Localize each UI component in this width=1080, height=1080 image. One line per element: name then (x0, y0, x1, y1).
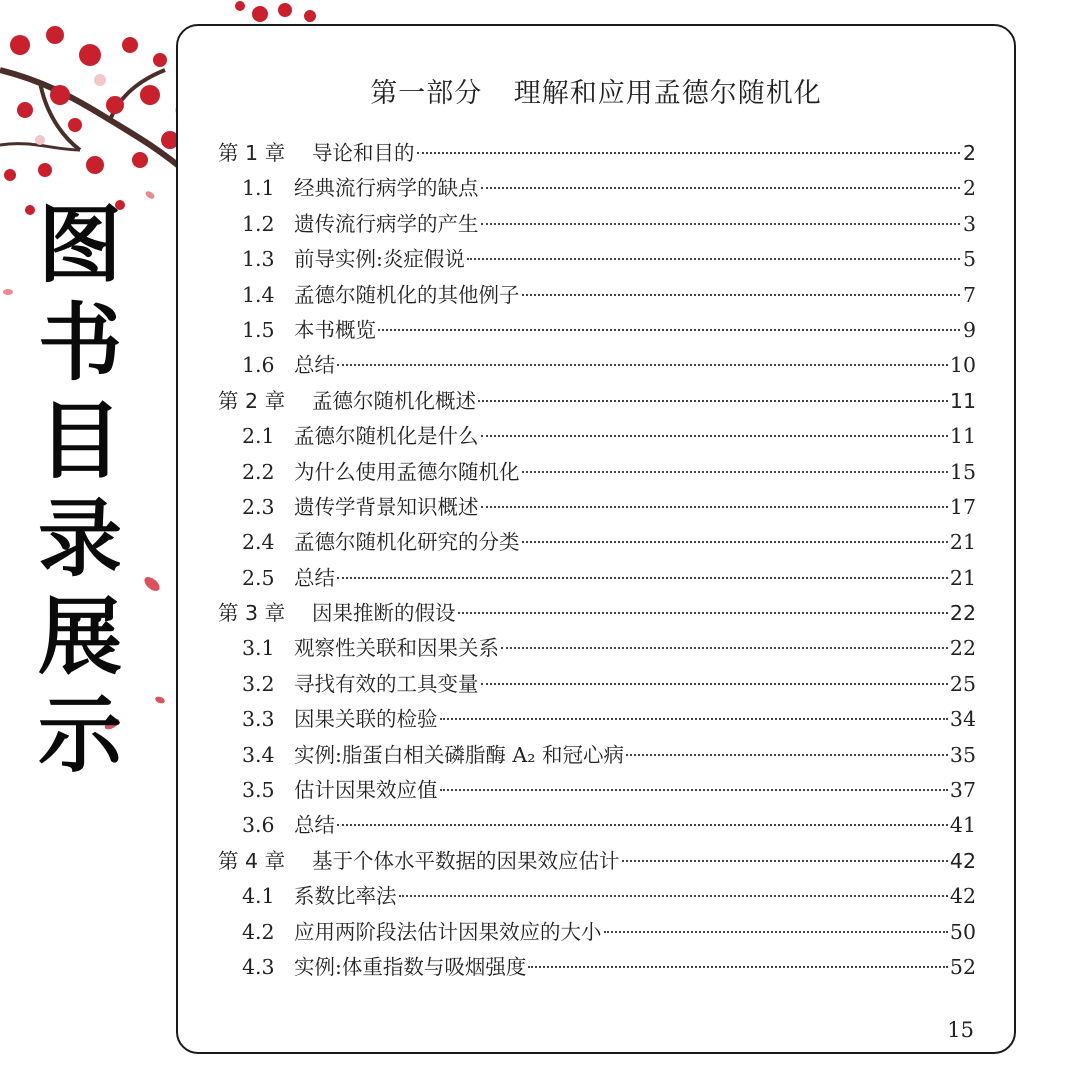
toc-section-row (218, 455, 976, 490)
dot-leader (481, 506, 948, 508)
section-number: 1.6 (242, 353, 275, 378)
side-title-char: 示 (37, 686, 122, 784)
page-ref: 52 (949, 954, 976, 979)
dot-leader (522, 294, 961, 296)
section-title: 本书概览 (294, 317, 376, 342)
dot-leader (481, 223, 961, 225)
section-title: 应用两阶段法估计因果效应的大小 (294, 919, 602, 944)
section-number: 3.1 (242, 636, 275, 661)
section-title: 经典流行病学的缺点 (294, 176, 479, 201)
side-title-char: 书 (37, 294, 122, 392)
toc-section-row (218, 242, 976, 277)
toc-chapter-row (218, 384, 976, 419)
toc-section-row (218, 561, 976, 596)
page-number: 15 (947, 1018, 974, 1042)
page-ref: 2 (962, 141, 976, 165)
table-of-contents (218, 136, 976, 985)
page-ref: 21 (949, 530, 976, 555)
section-title: 孟德尔随机化研究的分类 (294, 530, 520, 555)
section-number: 1.1 (242, 176, 275, 201)
toc-section-row (218, 667, 976, 702)
section-title: 遗传流行病学的产生 (294, 211, 479, 236)
section-number: 3.3 (242, 707, 275, 732)
section-title: 前导实例:炎症假说 (294, 247, 465, 272)
chapter-title: 因果推断的假设 (312, 601, 456, 626)
section-number: 4.1 (242, 884, 275, 909)
side-title-char: 图 (37, 196, 122, 294)
page-ref: 17 (949, 494, 976, 519)
section-title: 系数比率法 (294, 884, 397, 909)
section-number: 2.1 (242, 424, 275, 449)
section-number: 1.3 (242, 247, 275, 272)
section-title: 观察性关联和因果关系 (294, 636, 499, 661)
side-title-char: 目 (37, 392, 122, 490)
page-ref: 50 (949, 919, 976, 944)
section-title: 为什么使用孟德尔随机化 (294, 459, 520, 484)
toc-chapter-row (218, 596, 976, 631)
page-ref: 15 (949, 459, 976, 484)
section-number: 2.2 (242, 459, 275, 484)
dot-leader (522, 541, 948, 543)
dot-leader (622, 860, 948, 862)
dot-leader (481, 435, 948, 437)
page-ref: 3 (962, 211, 976, 236)
toc-section-row (218, 419, 976, 454)
chapter-number: 第 1 章 (218, 141, 286, 165)
dot-leader (467, 258, 960, 260)
section-number: 3.5 (242, 778, 275, 803)
dot-leader (337, 824, 948, 826)
section-number: 3.6 (242, 813, 275, 838)
side-vertical-title (30, 196, 130, 784)
section-number: 4.2 (242, 919, 275, 944)
chapter-title: 导论和目的 (312, 141, 415, 165)
toc-section-row (218, 879, 976, 914)
dot-leader (522, 471, 948, 473)
dot-leader (337, 577, 948, 579)
toc-section-row (218, 313, 976, 348)
page-ref: 10 (949, 353, 976, 378)
toc-section-row (218, 490, 976, 525)
chapter-title: 基于个体水平数据的因果效应估计 (312, 848, 620, 873)
part-title: 第一部分 理解和应用孟德尔随机化 (370, 78, 822, 109)
toc-section-row (218, 348, 976, 383)
dot-leader (604, 931, 948, 933)
dot-leader (478, 400, 948, 402)
page-ref: 11 (949, 424, 976, 449)
toc-section-row (218, 950, 976, 985)
page-ref: 9 (962, 317, 976, 342)
toc-section-row (218, 631, 976, 666)
section-number: 3.4 (242, 742, 275, 767)
toc-section-row (218, 278, 976, 313)
section-title: 遗传学背景知识概述 (294, 494, 479, 519)
section-number: 4.3 (242, 954, 275, 979)
page-ref: 37 (949, 778, 976, 803)
side-title-char: 展 (37, 588, 122, 686)
dot-leader (337, 364, 948, 366)
section-number: 1.2 (242, 211, 275, 236)
section-title: 总结 (294, 565, 335, 590)
chapter-title: 孟德尔随机化概述 (312, 388, 476, 413)
toc-section-row (218, 738, 976, 773)
dot-leader (481, 187, 961, 189)
toc-section-row (218, 773, 976, 808)
section-title: 孟德尔随机化的其他例子 (294, 282, 520, 307)
section-number: 2.4 (242, 530, 275, 555)
section-number: 2.3 (242, 494, 275, 519)
chapter-number: 第 3 章 (218, 601, 286, 626)
section-number: 1.4 (242, 282, 275, 307)
dot-leader (626, 754, 948, 756)
toc-section-row (218, 702, 976, 737)
toc-section-row (218, 915, 976, 950)
dot-leader (440, 718, 948, 720)
dot-leader (528, 966, 948, 968)
dot-leader (458, 612, 948, 614)
section-title: 实例:体重指数与吸烟强度 (294, 954, 527, 979)
chapter-number: 第 4 章 (218, 848, 286, 873)
section-title: 总结 (294, 813, 335, 838)
page-ref: 5 (962, 247, 976, 272)
dot-leader (481, 683, 948, 685)
side-title-char: 录 (37, 490, 122, 588)
chapter-number: 第 2 章 (218, 388, 286, 413)
dot-leader (399, 895, 948, 897)
page-ref: 25 (949, 671, 976, 696)
page-ref: 21 (949, 565, 976, 590)
toc-section-row (218, 808, 976, 843)
page-ref: 2 (962, 176, 976, 201)
section-title: 孟德尔随机化是什么 (294, 424, 479, 449)
page-ref: 7 (962, 282, 976, 307)
dot-leader (417, 152, 961, 154)
section-title: 因果关联的检验 (294, 707, 438, 732)
section-number: 1.5 (242, 317, 275, 342)
toc-chapter-row (218, 136, 976, 171)
dot-leader (378, 329, 960, 331)
page-ref: 42 (949, 848, 976, 873)
page-ref: 34 (949, 707, 976, 732)
page-ref: 11 (949, 388, 976, 413)
page-ref: 22 (949, 636, 976, 661)
page-ref: 42 (949, 884, 976, 909)
section-number: 2.5 (242, 565, 275, 590)
toc-section-row (218, 525, 976, 560)
section-title: 总结 (294, 353, 335, 378)
toc-section-row (218, 171, 976, 206)
section-number: 3.2 (242, 671, 275, 696)
page-ref: 35 (949, 742, 976, 767)
page-ref: 22 (949, 601, 976, 626)
toc-chapter-row (218, 844, 976, 879)
page-ref: 41 (949, 813, 976, 838)
section-title: 估计因果效应值 (294, 778, 438, 803)
dot-leader (501, 647, 948, 649)
toc-section-row (218, 207, 976, 242)
section-title: 实例:脂蛋白相关磷脂酶 A₂ 和冠心病 (294, 742, 624, 767)
section-title: 寻找有效的工具变量 (294, 671, 479, 696)
book-page (176, 24, 1016, 1054)
dot-leader (440, 789, 948, 791)
